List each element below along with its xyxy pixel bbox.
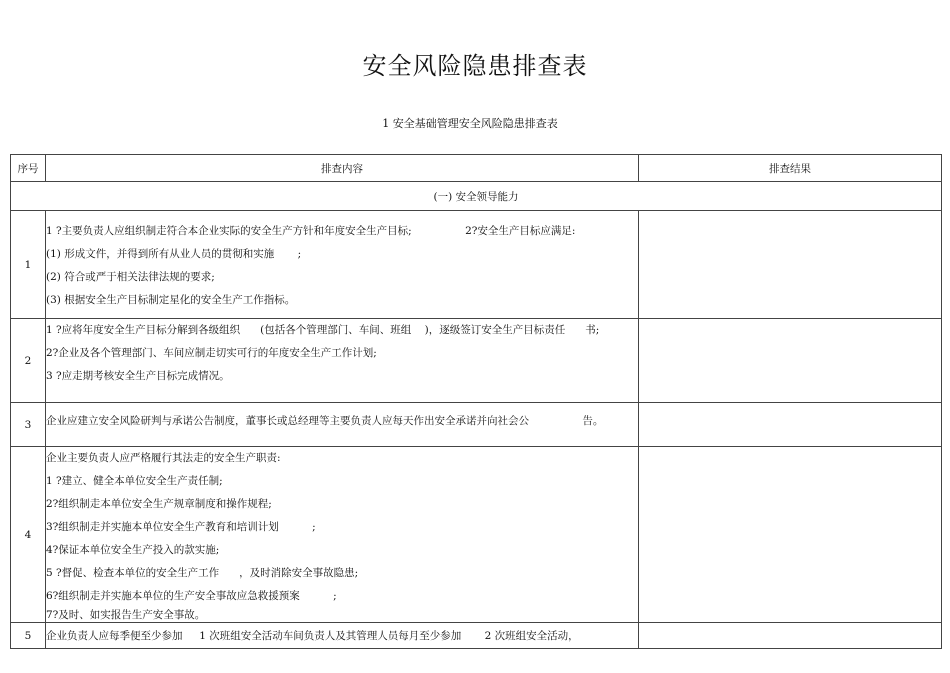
table-row — [11, 447, 942, 623]
row-result — [639, 447, 942, 623]
row-result — [639, 403, 942, 447]
header-no: 序号 — [11, 155, 46, 182]
row-number: 5 — [11, 623, 46, 649]
risk-inspection-table — [10, 154, 942, 649]
table-row — [11, 319, 942, 403]
content-line: 1 ?建立、健全本单位安全生产责任制; — [46, 475, 223, 487]
row-result — [639, 211, 942, 319]
table-row — [11, 623, 942, 649]
row-result — [639, 623, 942, 649]
row-content — [46, 319, 639, 403]
content-line: 1 ?主要负责人应组织制走符合本企业实际的安全生产方针和年度安全生产目标; 2?安全生产目标应满足: — [46, 225, 576, 237]
content-line: 2?组织制走本单位安全生产规章制度和操作规程; — [46, 498, 272, 510]
row-number: 4 — [11, 447, 46, 623]
content-line: (2) 符合或严于相关法律法规的要求; — [46, 271, 215, 283]
row-content — [46, 403, 639, 447]
content-line: 企业主要负责人应严格履行其法走的安全生产职责: — [46, 452, 281, 464]
content-line: (3) 根据安全生产目标制定星化的安全生产工作指标。 — [46, 294, 296, 306]
row-number: 3 — [11, 403, 46, 447]
content-line: 2?企业及各个管理部门、车间应制走切实可行的年度安全生产工作计划; — [46, 347, 377, 359]
content-line: 企业负责人应每季便至少参加 1 次班组安全活动车间负责人及其管理人员每月至少参加 2 次班组安全活动， — [46, 629, 579, 642]
row-number: 1 — [11, 211, 46, 319]
content-line: 7?及时、如实报告生产安全事故。 — [46, 609, 206, 621]
table-row — [11, 211, 942, 319]
content-line: 4?保证本单位安全生产投入的款实施; — [46, 544, 220, 556]
header-result: 排查结果 — [639, 155, 942, 182]
content-line: 3?组织制走并实施本单位安全生产教育和培训计划 ; — [46, 521, 316, 533]
content-line: (1) 形成文件，并得到所有从业人员的贯彻和实施 ; — [46, 248, 302, 260]
header-content: 排查内容 — [46, 155, 639, 182]
row-number: 2 — [11, 319, 46, 403]
row-content — [46, 447, 639, 623]
table-header-row — [11, 155, 942, 182]
table-row — [11, 403, 942, 447]
section-row — [11, 182, 942, 211]
table-subtitle: 1 安全基础管理安全风险隐患排查表 — [382, 117, 558, 130]
content-line: 3 ?应走期考核安全生产目标完成情况。 — [46, 370, 230, 382]
page-title: 安全风险隐患排查表 — [362, 52, 588, 80]
row-content — [46, 623, 639, 649]
section-title: (一) 安全领导能力 — [11, 182, 942, 211]
content-line: 1 ?应将年度安全生产目标分解到各级组织 (包括各个管理部门、车间、班组 )，逐级签订安全生产目标责任 书; — [46, 324, 600, 336]
content-line: 6?组织制走并实施本单位的生产安全事故应急救援预案 ; — [46, 590, 337, 602]
row-content — [46, 211, 639, 319]
content-line: 企业应建立安全风险研判与承诺公告制度，董事长或总经理等主要负责人应每天作出安全承诺并向社会公 告。 — [46, 415, 604, 427]
content-line: 5 ?督促、检查本单位的安全生产工作 ，及时消除安全事故隐患; — [46, 567, 359, 579]
row-result — [639, 319, 942, 403]
